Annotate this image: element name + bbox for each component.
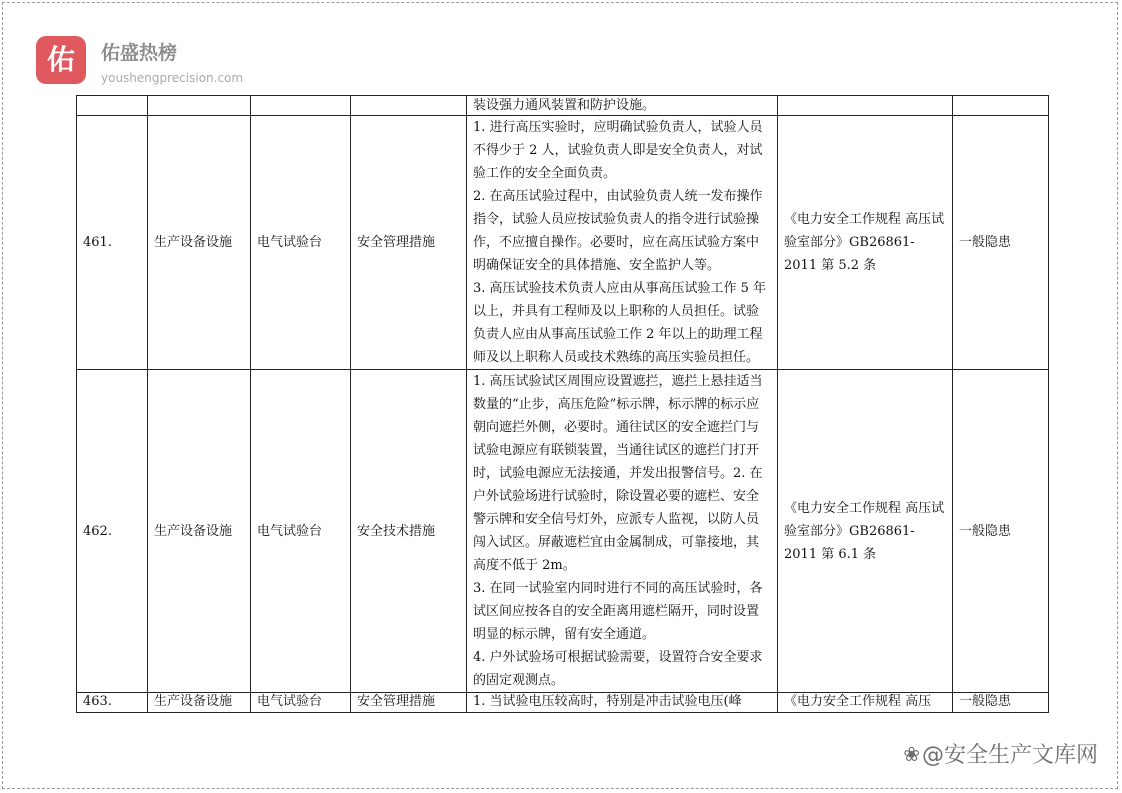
brand-url: youshengprecision.com [101,71,244,85]
paw-icon: ❀ [903,741,920,766]
cell-measure: 1. 当试验电压较高时，特别是冲击试验电压(峰 [467,693,778,713]
brand-logo [36,36,86,84]
cell-no [77,96,148,116]
brand-name: 佑盛热榜 [101,42,178,64]
cell-basis: 《电力安全工作规程 高压试验室部分》GB26861-2011 第 6.1 条 [778,370,953,693]
table-row [77,693,1049,713]
cell-category: 生产设备设施 [148,693,251,713]
table-row [77,116,1049,370]
cell-type: 安全管理措施 [351,116,467,370]
cell-item: 电气试验台 [251,116,351,370]
cell-level: 一般隐患 [953,116,1049,370]
watermark-text: @安全生产文库网 [921,743,1098,768]
cell-level: 一般隐患 [953,693,1049,713]
table-row [77,370,1049,693]
cell-measure: 1. 高压试验试区周围应设置遮拦，遮拦上悬挂适当数量的“止步，高压危险”标示牌，标示牌的标示应朝向遮拦外侧，必要时。通往试区的安全遮拦门与试验电源应有联锁装置，当通往试区的遮拦门打开时，试验电源应无法接通，并发出报警信号。2. 在户外试验场进行试验时，除设置必要的遮栏、安全警示牌和安全信号灯外，应派专人监视，以防人员闯入试区。屏蔽遮栏宜由金属制成，可靠接地，其高度不低于 2m。 3. 在同一试验室内同时进行不同的高压试验时，各试区间应按各自的安全距离用遮栏隔开，同时设置明显的标示牌，留有安全通道。 4. 户外试验场可根据试验需要，设置符合安全要求的固定观测点。 [467,370,778,693]
cell-item [251,96,351,116]
cell-no: 462. [77,370,148,693]
cell-type [351,96,467,116]
cell-no: 463. [77,693,148,713]
cell-measure: 装设强力通风装置和防护设施。 [467,96,778,116]
cell-type: 安全管理措施 [351,693,467,713]
cell-level [953,96,1049,116]
cell-category: 生产设备设施 [148,116,251,370]
cell-basis: 《电力安全工作规程 高压 [778,693,953,713]
watermark [903,738,1098,769]
cell-type: 安全技术措施 [351,370,467,693]
cell-no: 461. [77,116,148,370]
hazard-table [76,95,1049,713]
cell-level: 一般隐患 [953,370,1049,693]
cell-item: 电气试验台 [251,370,351,693]
cell-category [148,96,251,116]
table-row-continued [77,96,1049,116]
logo-mark: 佑 [36,36,86,84]
cell-item: 电气试验台 [251,693,351,713]
cell-basis [778,96,953,116]
cell-measure: 1. 进行高压实验时，应明确试验负责人，试验人员不得少于 2 人，试验负责人即是安全负责人，对试验工作的安全全面负责。 2. 在高压试验过程中，由试验负责人统一发布操作指令，试验人员应按试验负责人的指令进行试验操作，不应擅自操作。必要时，应在高压试验方案中明确保证安全的具体措施、安全监护人等。 3. 高压试验技术负责人应由从事高压试验工作 5 年以上，并具有工程师及以上职称的人员担任。试验负责人应由从事高压试验工作 2 年以上的助理工程师及以上职称人员或技术熟练的高压实验员担任。 [467,116,778,370]
cell-category: 生产设备设施 [148,370,251,693]
cell-basis: 《电力安全工作规程 高压试验室部分》GB26861-2011 第 5.2 条 [778,116,953,370]
